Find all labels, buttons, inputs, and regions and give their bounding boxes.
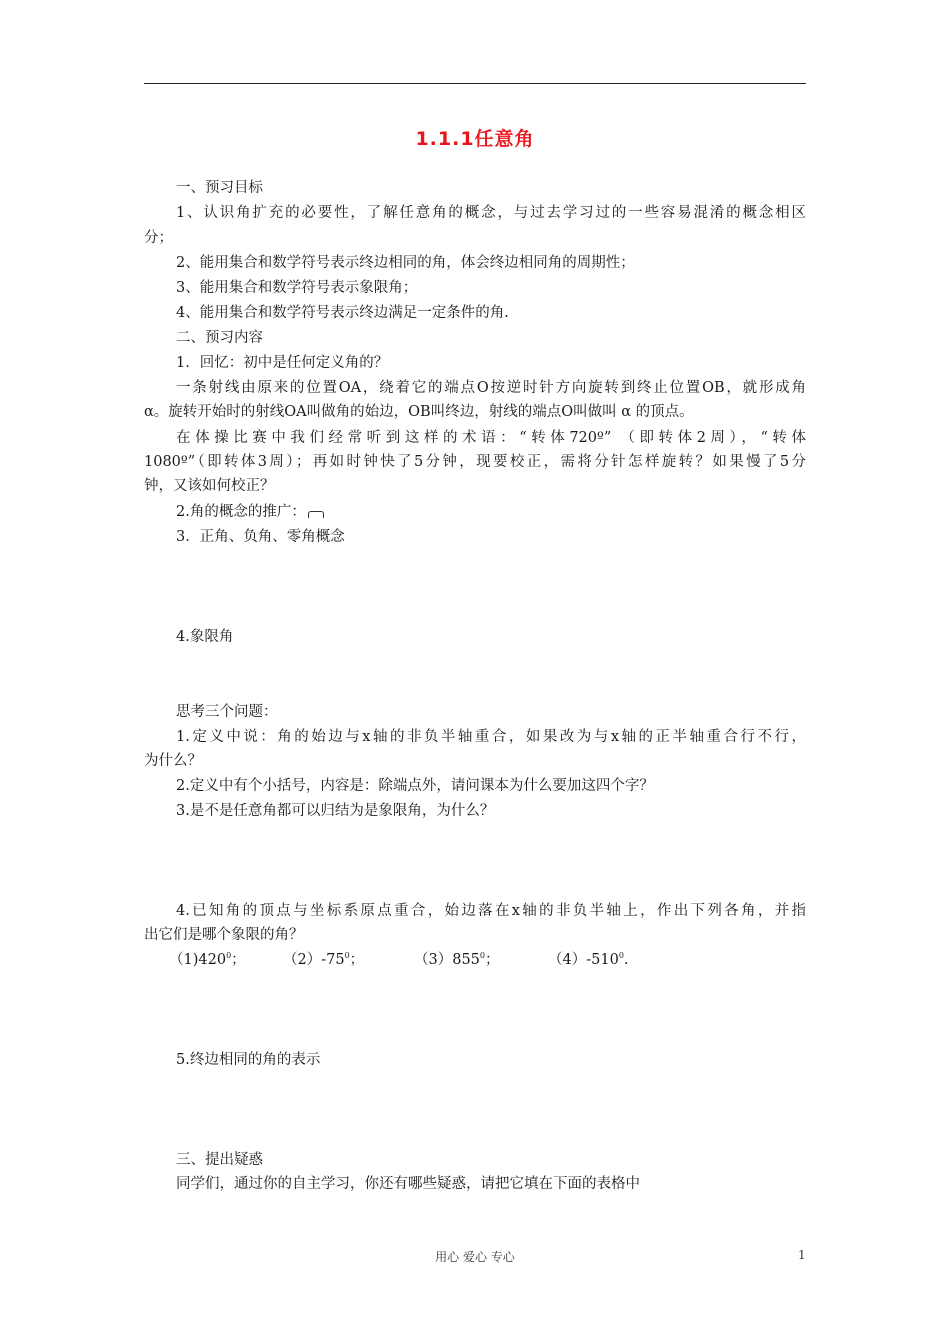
- question-1: 1．回忆：初中是任何定义角的？: [176, 355, 389, 371]
- question-5: 5.终边相同的角的表示: [176, 1052, 321, 1068]
- page-footer: 用心 爱心 专心: [435, 1250, 515, 1264]
- goal-1-line-1: 1、认识角扩充的必要性，了解任意角的概念，与过去学习过的一些容易混淆的概念相区: [176, 205, 806, 221]
- header-rule: [144, 83, 806, 84]
- arc-symbol-icon: [308, 511, 324, 518]
- question-4: 4.象限角: [176, 629, 234, 645]
- exercise-1: $(1)420^0$；: [169, 951, 246, 968]
- think-heading: 思考三个问题：: [176, 704, 278, 720]
- goal-1-line-2: 分；: [144, 230, 173, 246]
- question-2-text: 2.角的概念的推广：: [176, 504, 306, 520]
- think-4-line-1: 4.已知角的顶点与坐标系原点重合，始边落在x轴的非负半轴上，作出下列各角，并指: [176, 903, 806, 919]
- think-1-line-2: 为什么？: [144, 753, 202, 769]
- think-1-line-1: 1.定义中说：角的始边与x轴的非负半轴重合，如果改为与x轴的正半轴重合行不行，: [176, 729, 806, 745]
- section-heading-3: 三、提出疑惑: [176, 1152, 263, 1168]
- question-3: 3．正角、负角、零角概念: [176, 529, 345, 545]
- gymnastics-line-3: 钟，又该如何校正？: [144, 478, 275, 494]
- exercise-3: $(3)855^0$；: [414, 951, 500, 968]
- definition-line-2: α。旋转开始时的射线OA叫做角的始边，OB叫终边，射线的端点O叫做叫 α 的顶点。: [144, 404, 694, 420]
- gymnastics-line-1: 在体操比赛中我们经常听到这样的术语：“转体720º” （即转体2周），“转体: [176, 430, 806, 446]
- think-2: 2.定义中有个小括号，内容是：除端点外，请问课本为什么要加这四个字？: [176, 778, 654, 794]
- exercise-4: $(4)-510^0$.: [548, 951, 629, 968]
- exercise-2: $(2)-75^0$；: [283, 951, 365, 968]
- question-2: [176, 502, 324, 522]
- think-4-line-2: 出它们是哪个象限的角？: [144, 927, 304, 943]
- think-3: 3.是不是任意角都可以归结为是象限角，为什么？: [176, 803, 495, 819]
- goal-4: 4、能用集合和数学符号表示终边满足一定条件的角.: [176, 305, 509, 321]
- gymnastics-line-2: 1080º”（即转体3周）；再如时钟快了5分钟，现要校正，需将分针怎样旋转？如果慢了5分: [144, 454, 806, 470]
- page-number: 1: [798, 1248, 806, 1262]
- doubts-paragraph: 同学们，通过你的自主学习，你还有哪些疑惑，请把它填在下面的表格中: [176, 1176, 640, 1192]
- goal-3: 3、能用集合和数学符号表示象限角；: [176, 280, 418, 296]
- section-heading-1: 一、预习目标: [176, 180, 263, 196]
- goal-2: 2、能用集合和数学符号表示终边相同的角，体会终边相同角的周期性；: [176, 255, 635, 271]
- section-heading-2: 二、预习内容: [176, 330, 263, 346]
- page-title: 1.1.1任意角: [415, 128, 535, 150]
- definition-line-1: 一条射线由原来的位置OA，绕着它的端点O按逆时针方向旋转到终止位置OB，就形成角: [176, 380, 806, 396]
